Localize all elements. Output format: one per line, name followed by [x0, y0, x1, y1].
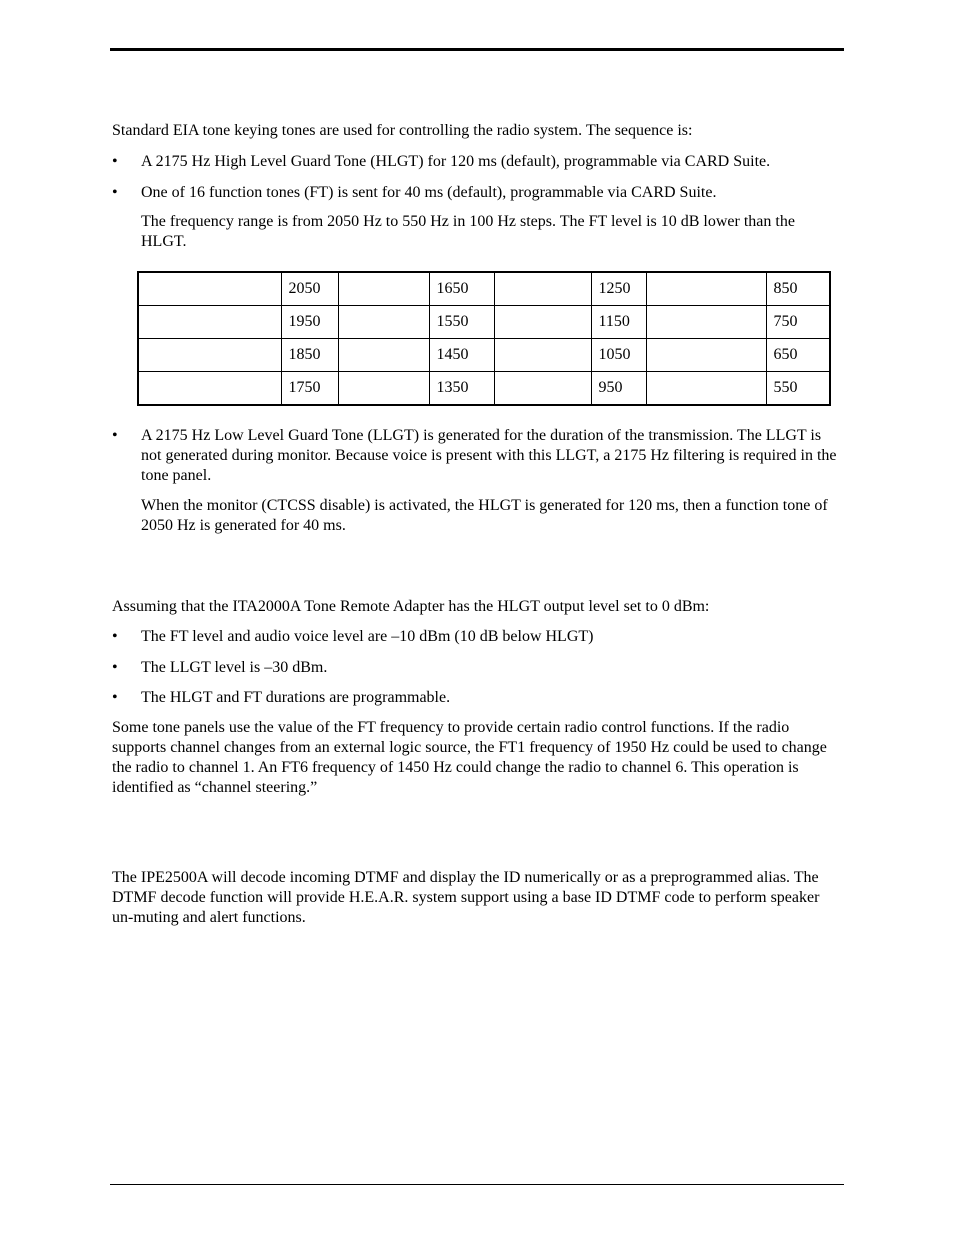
bullet-symbol: •: [112, 427, 118, 444]
table-cell: [646, 272, 766, 306]
bullet-text: The HLGT and FT durations are programmable.: [141, 689, 451, 706]
table-cell: 2050: [281, 272, 338, 306]
table-cell: [646, 372, 766, 406]
table-cell: 1950: [281, 306, 338, 339]
bullet-text: One of 16 function tones (FT) is sent for 40 ms (default), programmable via CARD Suite.: [141, 184, 717, 201]
header-rule: [110, 48, 844, 51]
bullet-text: The FT level and audio voice level are –10 dBm (10 dB below HLGT): [141, 628, 594, 645]
ft-range-text: The frequency range is from 2050 Hz to 550 Hz in 100 Hz steps. The FT level is 10 dB lower than the HLGT.: [141, 213, 795, 250]
bullet-symbol: •: [112, 689, 118, 706]
eia-intro-text: Standard EIA tone keying tones are used for controlling the radio system. The sequence is:: [112, 122, 693, 139]
table-cell: 1650: [429, 272, 494, 306]
table-cell: 1850: [281, 339, 338, 372]
table-cell: [494, 339, 591, 372]
function-tone-table: [137, 271, 831, 406]
table-cell: 650: [766, 339, 830, 372]
table-cell: [338, 272, 429, 306]
table-cell: 950: [591, 372, 646, 406]
table-cell: [138, 272, 281, 306]
bullet-text: A 2175 Hz High Level Guard Tone (HLGT) for 120 ms (default), programmable via CARD Suite.: [141, 153, 771, 170]
table-cell: 550: [766, 372, 830, 406]
table-cell: [138, 372, 281, 406]
monitor-note-text: When the monitor (CTCSS disable) is activated, the HLGT is generated for 120 ms, then a function tone of 2050 Hz is generated for 40 ms.: [141, 497, 828, 534]
table-cell: 1550: [429, 306, 494, 339]
table-cell: [646, 339, 766, 372]
table-row: [138, 272, 830, 306]
dtmf-text: The IPE2500A will decode incoming DTMF and display the ID numerically or as a preprogrammed alias. The DTMF decode function will provide H.E.A.R. system support using a base ID DTMF code to perform speaker un-muting and alert functions.: [112, 869, 820, 926]
table-cell: [494, 306, 591, 339]
channel-steering-text: Some tone panels use the value of the FT frequency to provide certain radio control functions. If the radio supports channel changes from an external logic source, the FT1 frequency of 1950 Hz could be used to change the radio to channel 1. An FT6 frequency of 1450 Hz could change the radio to channel 6. This operation is identified as “channel steering.”: [112, 719, 827, 796]
footer-rule: [110, 1184, 844, 1185]
table-cell: [646, 306, 766, 339]
table-cell: 1350: [429, 372, 494, 406]
bullet-symbol: •: [112, 659, 118, 676]
table-row: [138, 306, 830, 339]
bullet-text: A 2175 Hz Low Level Guard Tone (LLGT) is generated for the duration of the transmission. The LLGT is not generated during monitor. Because voice is present with this LLGT, a 2175 Hz filtering is required in the tone panel.: [141, 427, 837, 484]
table-cell: 1750: [281, 372, 338, 406]
table-cell: [138, 339, 281, 372]
bullet-text: The LLGT level is –30 dBm.: [141, 659, 328, 676]
bullet-symbol: •: [112, 628, 118, 645]
table-cell: [338, 339, 429, 372]
table-cell: 1450: [429, 339, 494, 372]
table-cell: [138, 306, 281, 339]
bullet-symbol: •: [112, 153, 118, 170]
table-cell: [494, 372, 591, 406]
table-row: [138, 339, 830, 372]
table-cell: [338, 372, 429, 406]
table-cell: 1150: [591, 306, 646, 339]
table-row: [138, 372, 830, 406]
table-cell: 750: [766, 306, 830, 339]
bullet-symbol: •: [112, 184, 118, 201]
table-cell: [494, 272, 591, 306]
table-cell: 850: [766, 272, 830, 306]
table-cell: [338, 306, 429, 339]
table-cell: 1050: [591, 339, 646, 372]
table-cell: 1250: [591, 272, 646, 306]
levels-intro-text: Assuming that the ITA2000A Tone Remote Adapter has the HLGT output level set to 0 dBm:: [112, 598, 710, 615]
